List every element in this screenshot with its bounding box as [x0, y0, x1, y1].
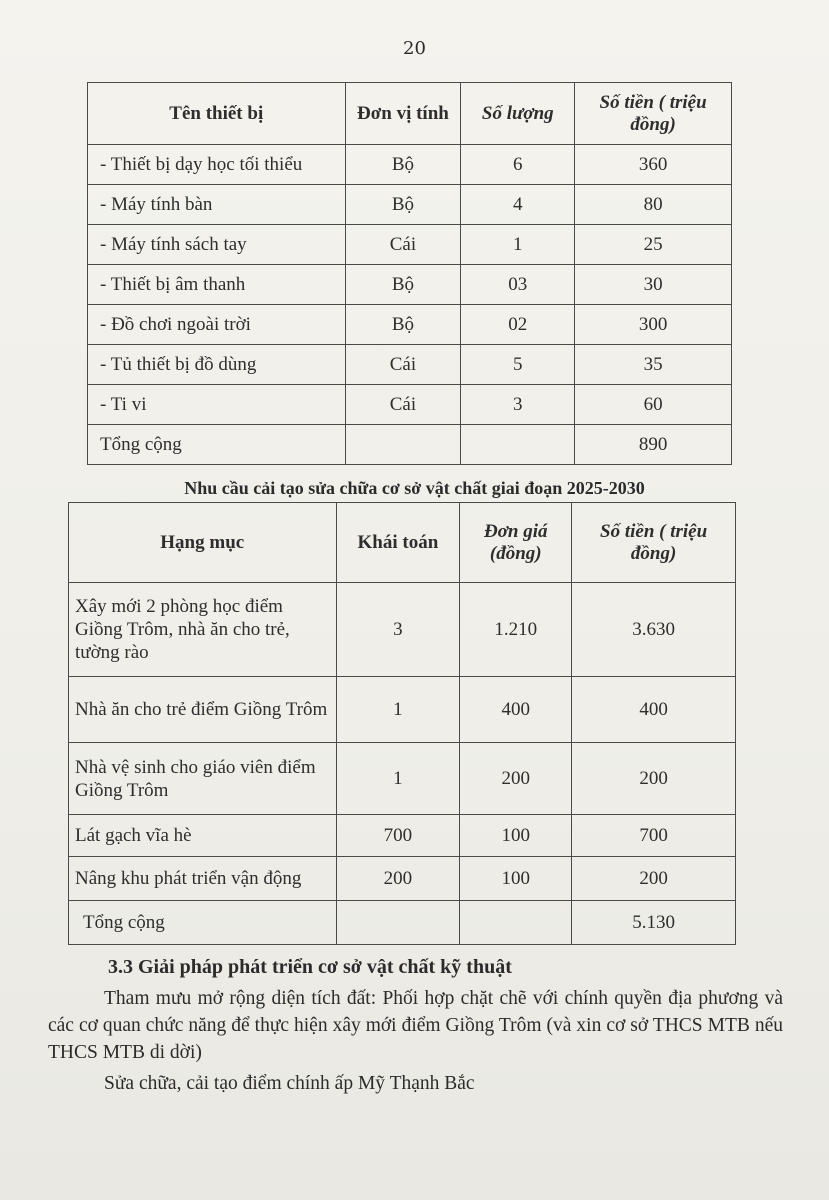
- col-header-unit-price: Đơn giá (đồng): [460, 503, 572, 583]
- cell-amount: 700: [572, 815, 736, 857]
- col-header-equipment-name: Tên thiết bị: [88, 83, 346, 145]
- cell-estimate: 1: [336, 743, 460, 815]
- cell-amount: 400: [572, 677, 736, 743]
- cell-unit-price: 400: [460, 677, 572, 743]
- cell-amount: 200: [572, 857, 736, 901]
- table-row: [69, 857, 736, 901]
- col-header-amount: Số tiền ( triệu đồng): [572, 503, 736, 583]
- table-row: [69, 743, 736, 815]
- renovation-table: [68, 502, 736, 945]
- renovation-table-title: Nhu cầu cải tạo sửa chữa cơ sở vật chất giai đoạn 2025-2030: [184, 478, 645, 498]
- page-number: 20: [403, 38, 426, 59]
- table-total-row: [88, 425, 732, 465]
- cell-name: - Thiết bị âm thanh: [88, 265, 346, 305]
- cell-estimate: 200: [336, 857, 460, 901]
- cell-item: Nhà ăn cho trẻ điểm Giồng Trôm: [69, 677, 337, 743]
- col-header-quantity: Số lượng: [461, 83, 575, 145]
- total-label: Tổng cộng: [88, 425, 346, 465]
- table-row: [69, 677, 736, 743]
- table-row: [88, 345, 732, 385]
- total-value: 890: [575, 425, 732, 465]
- total-label: Tổng cộng: [69, 901, 337, 945]
- empty-cell: [461, 425, 575, 465]
- cell-unit-price: 100: [460, 857, 572, 901]
- table-row: [88, 185, 732, 225]
- col-header-unit: Đơn vị tính: [345, 83, 461, 145]
- table-header-row: [69, 503, 736, 583]
- cell-unit-price: 200: [460, 743, 572, 815]
- cell-quantity: 02: [461, 305, 575, 345]
- cell-item: Lát gạch vĩa hè: [69, 815, 337, 857]
- table-row: [88, 265, 732, 305]
- table-row: [69, 583, 736, 677]
- cell-item: Nhà vệ sinh cho giáo viên điểm Giồng Trôm: [69, 743, 337, 815]
- cell-item: Nâng khu phát triển vận động: [69, 857, 337, 901]
- empty-cell: [336, 901, 460, 945]
- table-row: [88, 225, 732, 265]
- cell-estimate: 1: [336, 677, 460, 743]
- table-row: [88, 305, 732, 345]
- cell-unit: Cái: [345, 385, 461, 425]
- cell-quantity: 03: [461, 265, 575, 305]
- cell-item: Xây mới 2 phòng học điểm Giồng Trôm, nhà ăn cho trẻ, tường rào: [69, 583, 337, 677]
- section-heading: 3.3 Giải pháp phát triển cơ sở vật chất kỹ thuật: [108, 956, 512, 978]
- col-header-item: Hạng mục: [69, 503, 337, 583]
- cell-name: - Tủ thiết bị đồ dùng: [88, 345, 346, 385]
- cell-amount: 360: [575, 145, 732, 185]
- cell-name: - Thiết bị dạy học tối thiểu: [88, 145, 346, 185]
- table-total-row: [69, 901, 736, 945]
- cell-unit: Bộ: [345, 265, 461, 305]
- cell-name: - Ti vi: [88, 385, 346, 425]
- cell-quantity: 3: [461, 385, 575, 425]
- cell-amount: 25: [575, 225, 732, 265]
- cell-quantity: 4: [461, 185, 575, 225]
- table-row: [69, 815, 736, 857]
- cell-quantity: 6: [461, 145, 575, 185]
- cell-amount: 60: [575, 385, 732, 425]
- empty-cell: [345, 425, 461, 465]
- cell-unit: Bộ: [345, 145, 461, 185]
- cell-unit-price: 100: [460, 815, 572, 857]
- cell-quantity: 5: [461, 345, 575, 385]
- cell-quantity: 1: [461, 225, 575, 265]
- cell-name: - Đồ chơi ngoài trời: [88, 305, 346, 345]
- cell-unit: Cái: [345, 345, 461, 385]
- cell-estimate: 3: [336, 583, 460, 677]
- cell-amount: 35: [575, 345, 732, 385]
- col-header-estimate: Khái toán: [336, 503, 460, 583]
- table-row: [88, 385, 732, 425]
- cell-unit: Bộ: [345, 305, 461, 345]
- body-paragraph: Tham mưu mở rộng diện tích đất: Phối hợp chặt chẽ với chính quyền địa phương và các cơ quan chức năng để thực hiện xây mới điểm Giồng Trôm (và xin cơ sở THCS MTB nếu THCS MTB di dời): [48, 988, 783, 1063]
- table-row: [88, 145, 732, 185]
- cell-amount: 3.630: [572, 583, 736, 677]
- cell-amount: 200: [572, 743, 736, 815]
- cell-unit: Cái: [345, 225, 461, 265]
- cell-unit-price: 1.210: [460, 583, 572, 677]
- cell-name: - Máy tính sách tay: [88, 225, 346, 265]
- cell-estimate: 700: [336, 815, 460, 857]
- body-paragraph: Sửa chữa, cải tạo điểm chính ấp Mỹ Thạnh Bắc: [104, 1073, 475, 1094]
- cell-amount: 30: [575, 265, 732, 305]
- cell-amount: 300: [575, 305, 732, 345]
- table-header-row: [88, 83, 732, 145]
- col-header-amount: Số tiền ( triệu đồng): [575, 83, 732, 145]
- equipment-table: [87, 82, 732, 465]
- cell-unit: Bộ: [345, 185, 461, 225]
- cell-name: - Máy tính bàn: [88, 185, 346, 225]
- total-value: 5.130: [572, 901, 736, 945]
- cell-amount: 80: [575, 185, 732, 225]
- empty-cell: [460, 901, 572, 945]
